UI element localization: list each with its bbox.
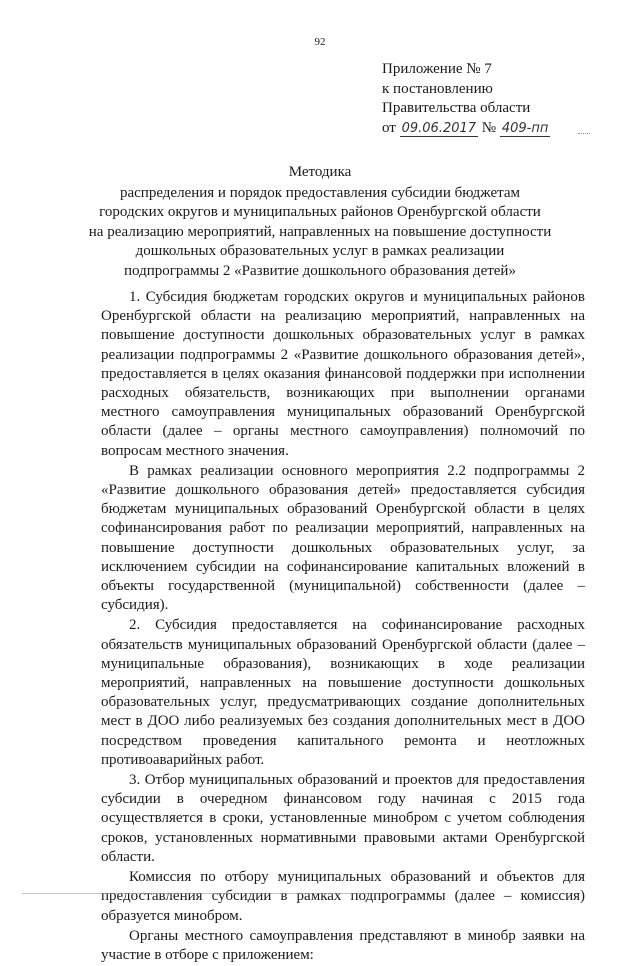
appendix-date: 09.06.2017 bbox=[401, 120, 477, 136]
title-line: дошкольных образовательных услуг в рамках реализации bbox=[135, 243, 505, 260]
appendix-number: 409-пп bbox=[501, 120, 549, 136]
paragraph-4: 3. Отбор муниципальных образований и проектов для предоставления субсидии в очередном финансовом году начиная с 2015 года осуществляется в сроки, установленные минобром с учетом соблюдения сроков, установленных нормативными правовыми актами Оренбургской области. bbox=[101, 772, 585, 865]
page-number: 92 bbox=[314, 36, 326, 48]
paragraph-1: 1. Субсидия бюджетам городских округов и муниципальных районов Оренбургской области на реализацию мероприятий, направленных на повышение доступности дошкольных образовательных услуг в рамках реализации подпрограммы 2 «Развитие дошкольного образования детей», предоставляется в целях оказания финансовой поддержки при исполнении расходных обязательств, возникающих при выполнении органами местного самоуправления муниципальных образований Оренбургской области (далее – органы местного самоуправления) полномочий по вопросам местного значения. bbox=[101, 289, 585, 459]
appendix-resolution-line: к постановлению bbox=[382, 80, 493, 97]
title-heading: Методика bbox=[288, 164, 352, 180]
paragraph-5: Комиссия по отбору муниципальных образований и объектов для предоставления субсидии в рамках подпрограммы (далее – комиссия) образуется минобром. bbox=[101, 869, 585, 924]
title-line: на реализацию мероприятий, направленных на повышение доступности bbox=[88, 223, 552, 240]
paragraph-3: 2. Субсидия предоставляется на софинансирование расходных обязательств муниципальных образований Оренбургской области (далее – муниципальные образования), возникающих в ходе реализации мероприятий, направленных на повышение доступности дошкольных образовательных услуг, предусматривающих создание дополнительных мест в ДОО либо реализуемых без создания дополнительных мест в ДОО посредством проведения капитального ремонта и неотложных противоаварийных работ. bbox=[101, 617, 585, 768]
paragraph-6: Органы местного самоуправления представляют в минобр заявки на участие в отборе с приложением: bbox=[101, 927, 585, 963]
title-line: городских округов и муниципальных районов Оренбургской области bbox=[99, 204, 541, 221]
appendix-date-line bbox=[382, 119, 550, 139]
margin-mark bbox=[578, 133, 590, 134]
document-body bbox=[101, 288, 585, 966]
paragraph-2: В рамках реализации основного мероприятия 2.2 подпрограммы 2 «Развитие дошкольного образования детей» предоставляется субсидия бюджетам муниципальных образований Оренбургской области в целях софинансирования работ по реализации мероприятий, направленных на повышение доступности дошкольных образовательных услуг, за исключением субсидии на софинансирование капитальных вложений в объекты государственной (муниципальной) собственности (далее – субсидия). bbox=[101, 462, 585, 614]
scan-footer-artifact bbox=[22, 893, 382, 900]
appendix-header bbox=[382, 60, 550, 138]
title-line: распределения и порядок предоставления субсидии бюджетам bbox=[119, 184, 521, 201]
appendix-number-sign: № bbox=[481, 119, 497, 136]
appendix-from-prefix: от bbox=[382, 119, 396, 136]
document-title bbox=[60, 163, 580, 282]
appendix-title: Приложение № 7 bbox=[382, 61, 492, 77]
title-line: подпрограммы 2 «Развитие дошкольного образования детей» bbox=[124, 262, 516, 279]
appendix-government-line: Правительства области bbox=[382, 100, 531, 116]
